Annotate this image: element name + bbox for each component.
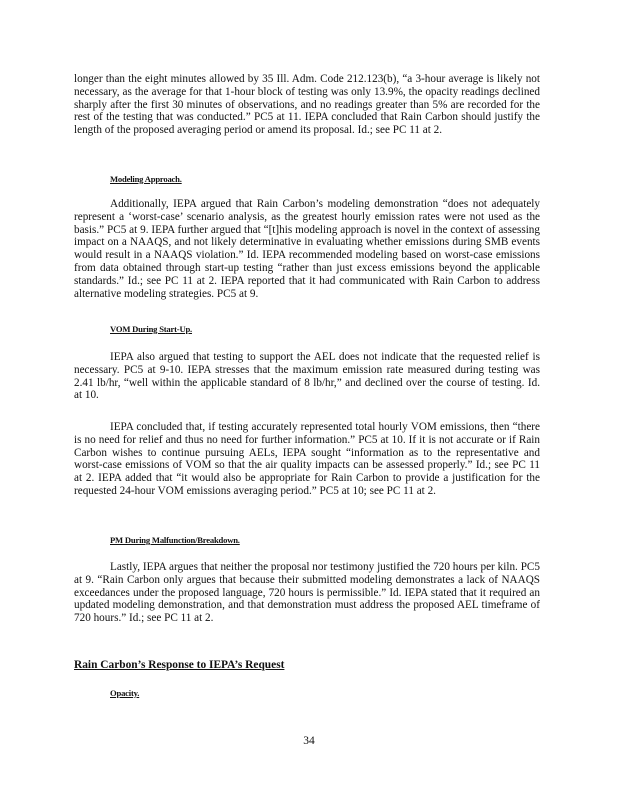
- heading-rain-carbon-response: Rain Carbon’s Response to IEPA’s Request: [74, 659, 285, 671]
- paragraph-opacity-conclusion: [74, 73, 540, 137]
- paragraph-text: Additionally, IEPA argued that Rain Carbon’s modeling demonstration “does not adequately represent a ‘worst-case’ scenario analysis, as the greatest hourly emission rates were not used as the basis.” PC5 at 9. IEPA further argued that “[t]his modeling approach is novel in the context of assessing impact on a NAAQS, and not likely determinative in evaluating whether emissions during SMB events would result in a NAAQS violation.” Id. IEPA recommended modeling based on worst-case emissions from data obtained through start-up testing “rather than just excess emissions beyond the applicable standards.” Id.; see PC 11 at 2. IEPA reported that it had communicated with Rain Carbon to address alternative modeling strategies. PC5 at 9.: [74, 198, 540, 300]
- heading-opacity: Opacity.: [110, 688, 140, 698]
- paragraph-text: IEPA concluded that, if testing accurately represented total hourly VOM emissions, then “there is no need for relief and thus no need for further information.” PC5 at 10. If it is not accurate or if Rain Carbon wishes to continue pursuing AELs, IEPA sought “information as to the representative and worst-case emissions of VOM so that the air quality impacts can be assessed properly.” Id.; see PC 11 at 2. IEPA added that “it would also be appropriate for Rain Carbon to provide a justification for the requested 24-hour VOM emissions averaging period.” PC5 at 10; see PC 11 at 2.: [74, 421, 540, 497]
- paragraph-modeling: [74, 198, 540, 300]
- page-number: 34: [303, 735, 315, 747]
- heading-vom-start-up: VOM During Start-Up.: [110, 324, 193, 334]
- citation: Id.; see PC 11 at 2.: [357, 124, 443, 137]
- paragraph-pm: [74, 561, 540, 625]
- paragraph-text: IEPA also argued that testing to support the AEL does not indicate that the requested relief is necessary. PC5 at 9-10. IEPA stresses that the maximum emission rate measured during testing was 2.41 lb/hr, “well within the applicable standard of 8 lb/hr,” and declined over the course of testing. Id. at 10.: [74, 351, 540, 402]
- heading-modeling-approach: Modeling Approach.: [110, 174, 182, 184]
- paragraph-text: longer than the eight minutes allowed by 35 Ill. Adm. Code 212.123(b), “a 3-hour average is likely not necessary, as the average for that 1-hour block of testing was only 13.9%, the opacity readings declined sharply after the first 30 minutes of observations, and no readings greater than 5% are recorded for the rest of the testing that was conducted.” PC5 at 11. IEPA concluded that Rain Carbon should justify the length of the proposed averaging period or amend its proposal.: [74, 73, 540, 137]
- paragraph-vom-conclusion: [74, 421, 540, 498]
- heading-pm-malfunction: PM During Malfunction/Breakdown.: [110, 535, 240, 545]
- paragraph-vom-testing: [74, 351, 540, 402]
- paragraph-text: Lastly, IEPA argues that neither the proposal nor testimony justified the 720 hours per kiln. PC5 at 9. “Rain Carbon only argues that because their submitted modeling demonstrates a lack of NAAQS exceedances under the proposed language, 720 hours is permissible.” Id. IEPA stated that it required an updated modeling demonstration, and that demonstration must address the proposed AEL timeframe of 720 hours.” Id.; see PC 11 at 2.: [74, 561, 540, 625]
